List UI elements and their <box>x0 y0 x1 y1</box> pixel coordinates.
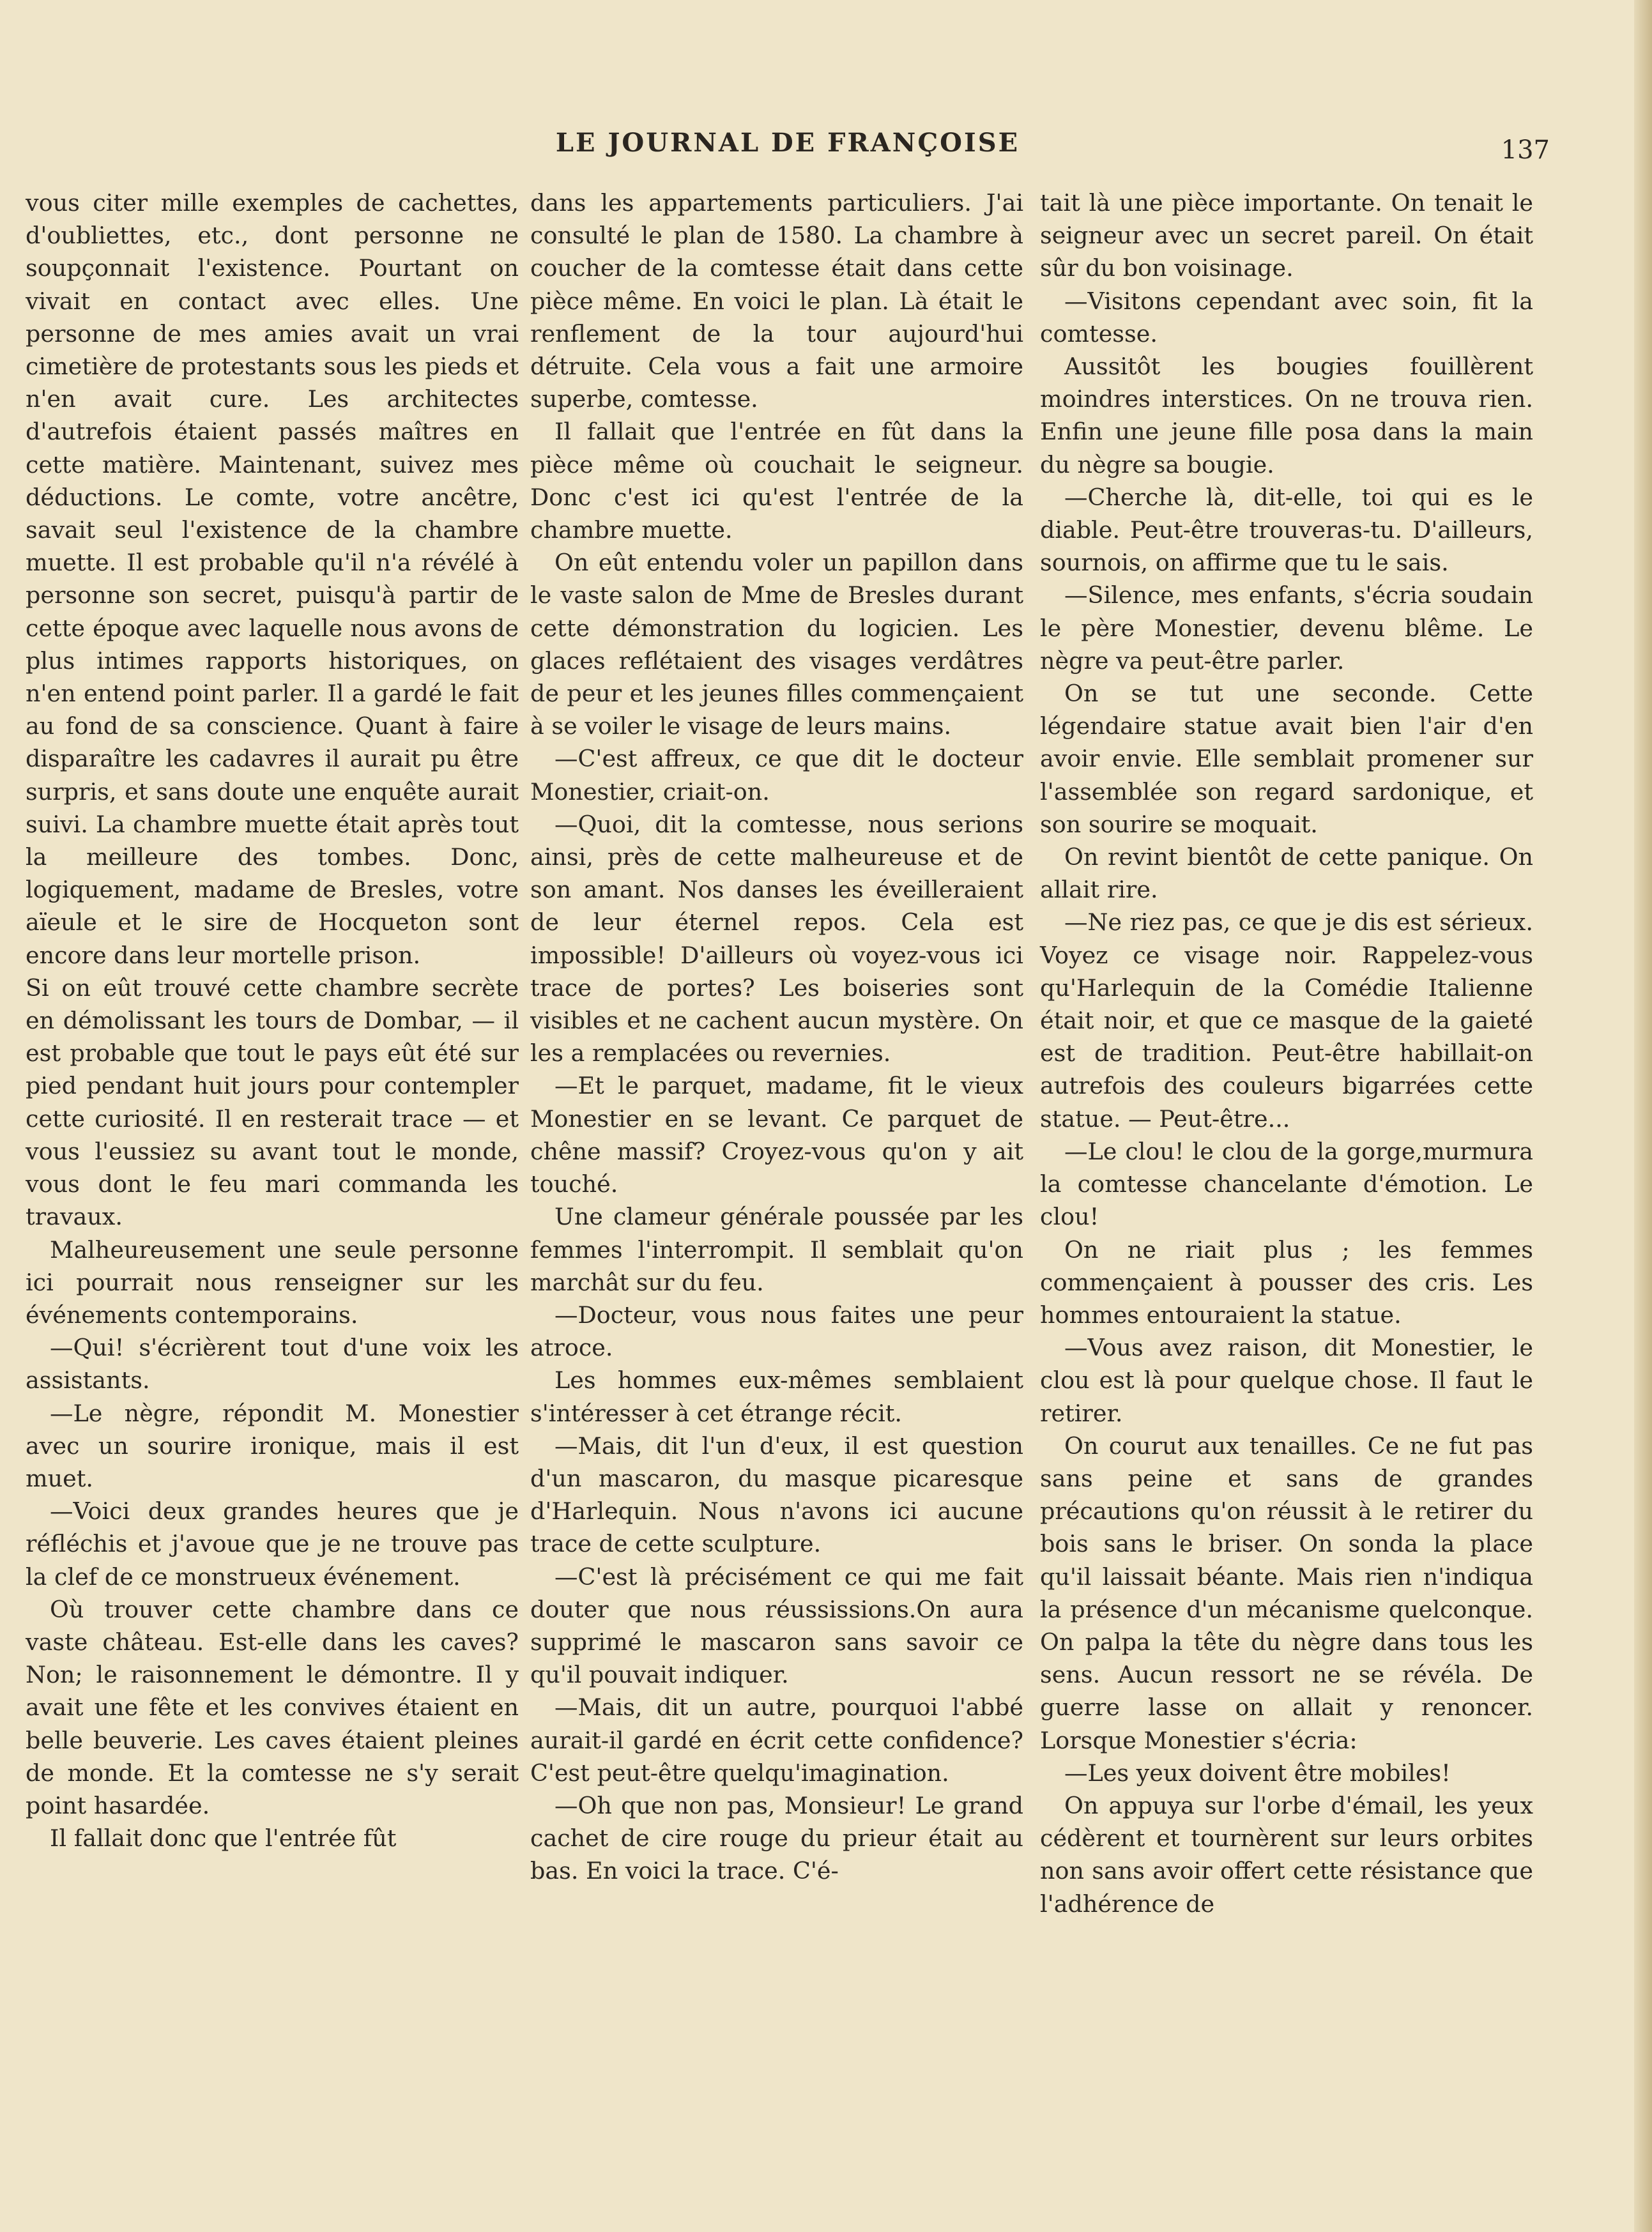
text-column-3 <box>1040 187 1533 1920</box>
paragraph: —Mais, dit un autre, pourquoi l'abbé aurait-il gardé en écrit cette confidence? C'est peut-être quelqu'imagination. <box>530 1693 1023 1787</box>
paragraph: —Mais, dit l'un d'eux, il est question d'un mascaron, du masque picaresque d'Harlequin. Nous n'avons ici aucune trace de cette sculpture. <box>530 1432 1023 1558</box>
paragraph: —C'est là précisément ce qui me fait douter que nous réussissions.On aura supprimé le mascaron sans savoir ce qu'il pouvait indiquer. <box>530 1563 1023 1689</box>
paragraph: —Voici deux grandes heures que je réfléchis et j'avoue que je ne trouve pas la clef de ce monstrueux événement. <box>26 1497 519 1591</box>
paragraph: Les hommes eux-mêmes semblaient s'intéresser à cet étrange récit. <box>530 1366 1023 1427</box>
paragraph: On revint bientôt de cette panique. On allait rire. <box>1040 843 1533 904</box>
paragraph: On eût entendu voler un papillon dans le vaste salon de Mme de Bresles durant cette démonstration du logicien. Les glaces reflétaient des visages verdâtres de peur et les jeunes filles commençaient à se voiler le visage de leurs mains. <box>530 549 1023 740</box>
paragraph: —Le nègre, répondit M. Monestier avec un sourire ironique, mais il est muet. <box>26 1399 519 1492</box>
paragraph: —Vous avez raison, dit Monestier, le clou est là pour quelque chose. Il faut le retirer. <box>1040 1334 1533 1427</box>
paragraph: —Docteur, vous nous faites une peur atroce. <box>530 1301 1023 1362</box>
paragraph: —Et le parquet, madame, fit le vieux Monestier en se levant. Ce parquet de chêne massif? Croyez-vous qu'on y ait touché. <box>530 1072 1023 1198</box>
paragraph: —Le clou! le clou de la gorge,murmura la comtesse chancelante d'émotion. Le clou! <box>1040 1137 1533 1231</box>
paragraph: Malheureusement une seule personne ici pourrait nous renseigner sur les événements contemporains. <box>26 1235 519 1329</box>
paragraph: Où trouver cette chambre dans ce vaste château. Est-elle dans les caves? Non; le raisonnement le démontre. Il y avait une fête et les convives étaient en belle beuverie. Les caves étaient pleines de monde. Et la comtesse ne s'y serait point hasardée. <box>26 1595 519 1819</box>
paragraph: Une clameur générale poussée par les femmes l'interrompit. Il semblait qu'on marchât sur du feu. <box>530 1203 1023 1296</box>
paragraph: Il fallait donc que l'entrée fût <box>50 1824 397 1853</box>
text-column-2 <box>530 187 1023 1888</box>
page-edge <box>1634 0 1652 2232</box>
page-header <box>26 128 1550 166</box>
page-number: 137 <box>1501 135 1550 165</box>
paragraph: —Visitons cependant avec soin, fit la comtesse. <box>1040 287 1533 348</box>
text-column-1 <box>26 187 519 1854</box>
paragraph: vous citer mille exemples de cachettes, d'oubliettes, etc., dont personne ne soupçonnait l'existence. Pourtant on vivait en contact avec elles. Une personne de mes amies avait un vrai cimetière de protestants sous les pieds et n'en avait cure. Les architectes d'autrefois étaient passés maîtres en cette matière. Maintenant, suivez mes déductions. Le comte, votre ancêtre, savait seul l'existence de la chambre muette. Il est probable qu'il n'a révélé à personne son secret, puisqu'à partir de cette époque avec laquelle nous avons de plus intimes rapports historiques, on n'en entend point parler. Il a gardé le fait au fond de sa conscience. Quant à faire disparaître les cadavres il aurait pu être surpris, et sans doute une enquête aurait suivi. La chambre muette était après tout la meilleure des tombes. Donc, logiquement, madame de Bresles, votre aïeule et le sire de Hocqueton sont encore dans leur mortelle prison. <box>26 189 519 969</box>
paragraph: —Cherche là, dit-elle, toi qui es le diable. Peut-être trouveras-tu. D'ailleurs, sournois, on affirme que tu le sais. <box>1040 483 1533 577</box>
paragraph: Si on eût trouvé cette chambre secrète en démolissant les tours de Dombar, — il est probable que tout le pays eût été sur pied pendant huit jours pour contempler cette curiosité. Il en resterait trace — et vous l'eussiez su avant tout le monde, vous dont le feu mari commanda les travaux. <box>26 974 519 1231</box>
paragraph: On se tut une seconde. Cette légendaire statue avait bien l'air d'en avoir envie. Elle semblait promener sur l'assemblée son regard sardonique, et son sourire se moquait. <box>1040 680 1533 838</box>
paragraph: On courut aux tenailles. Ce ne fut pas sans peine et sans de grandes précautions qu'on réussit à le retirer du bois sans le briser. On sonda la place qu'il laissait béante. Mais rien n'indiqua la présence d'un mécanisme quelconque. On palpa la tête du nègre dans tous les sens. Aucun ressort ne se révéla. De guerre lasse on allait y renoncer. Lorsque Monestier s'écria: <box>1040 1432 1533 1754</box>
paragraph: Il fallait que l'entrée en fût dans la pièce même où couchait le seigneur. Donc c'est ici qu'est l'entrée de la chambre muette. <box>530 418 1023 544</box>
paragraph: —Oh que non pas, Monsieur! Le grand cachet de cire rouge du prieur était au bas. En voici la trace. C'é- <box>530 1791 1023 1885</box>
paragraph: —Les yeux doivent être mobiles! <box>1064 1759 1451 1787</box>
paragraph: —Ne riez pas, ce que je dis est sérieux. Voyez ce visage noir. Rappelez-vous qu'Harlequin de la Comédie Italienne était noir, et que ce masque de la gaieté est de tradition. Peut-être habillait-on autrefois des couleurs bigarrées cette statue. — Peut-être... <box>1040 908 1533 1133</box>
paragraph: dans les appartements particuliers. J'ai consulté le plan de 1580. La chambre à coucher de la comtesse était dans cette pièce même. En voici le plan. Là était le renflement de la tour aujourd'hui détruite. Cela vous a fait une armoire superbe, comtesse. <box>530 189 1023 413</box>
paragraph: —Qui! s'écrièrent tout d'une voix les assistants. <box>26 1334 519 1395</box>
paragraph: On ne riait plus ; les femmes commençaient à pousser des cris. Les hommes entouraient la statue. <box>1040 1235 1533 1329</box>
paragraph: Aussitôt les bougies fouillèrent moindres interstices. On ne trouva rien. Enfin une jeune fille posa dans la main du nègre sa bougie. <box>1040 353 1533 478</box>
paragraph: —C'est affreux, ce que dit le docteur Monestier, criait-on. <box>530 745 1023 806</box>
paragraph: —Silence, mes enfants, s'écria soudain le père Monestier, devenu blême. Le nègre va peut-être parler. <box>1040 581 1533 675</box>
journal-title: LE JOURNAL DE FRANÇOISE <box>555 128 1020 158</box>
paragraph: tait là une pièce importante. On tenait le seigneur avec un secret pareil. On était sûr du bon voisinage. <box>1040 189 1533 282</box>
paragraph: —Quoi, dit la comtesse, nous serions ainsi, près de cette malheureuse et de son amant. Nos danses les éveilleraient de leur éternel repos. Cela est impossible! D'ailleurs où voyez-vous ici trace de portes? Les boiseries sont visibles et ne cachent aucun mystère. On les a remplacées ou revernies. <box>530 810 1023 1067</box>
paragraph: On appuya sur l'orbe d'émail, les yeux cédèrent et tournèrent sur leurs orbites non sans avoir offert cette résistance que l'adhérence de <box>1040 1791 1533 1918</box>
